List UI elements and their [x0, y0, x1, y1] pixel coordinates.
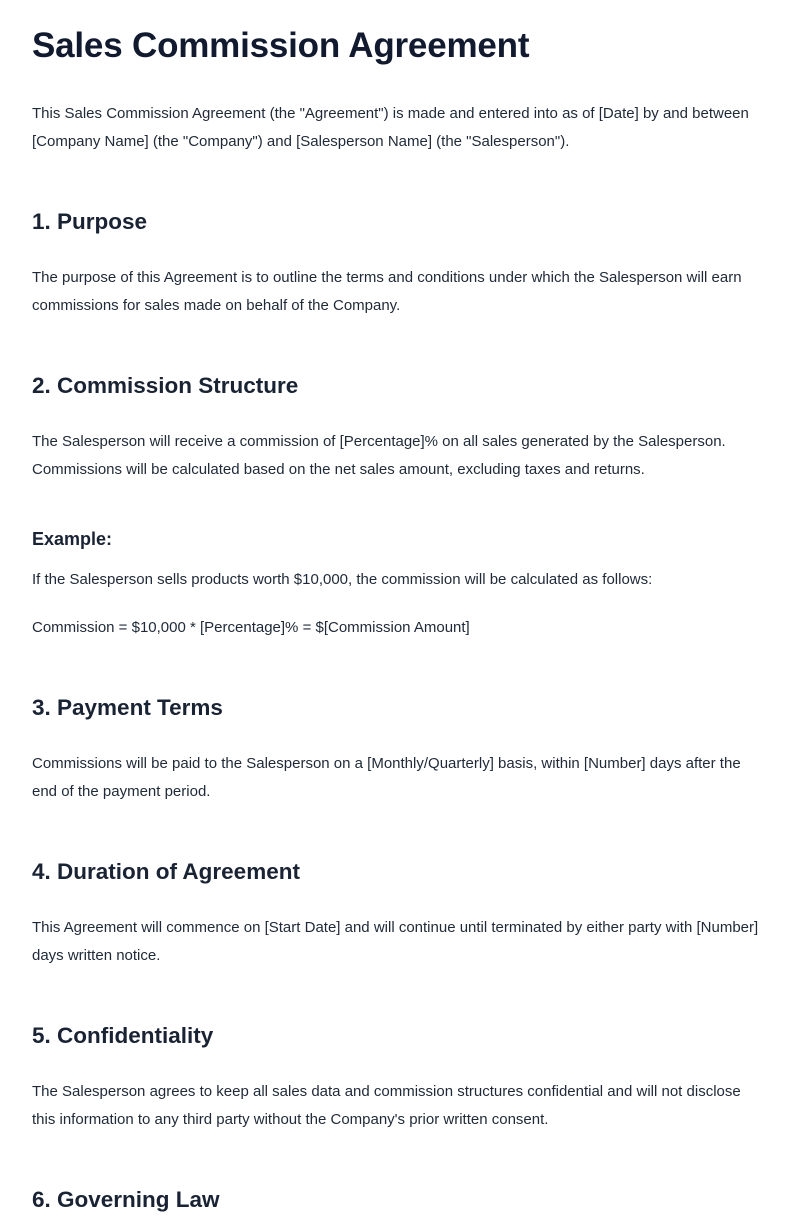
intro-paragraph: This Sales Commission Agreement (the "Agreement") is made and entered into as of [Date] by and between [Company Name] (the "Company") and [Salesperson Name] (the "Salesperson"). [32, 105, 749, 150]
section-heading: 1. Purpose [32, 209, 148, 234]
example-body: If the Salesperson sells products worth $10,000, the commission will be calculated as follows: [32, 571, 653, 588]
section-heading: 2. Commission Structure [32, 373, 299, 398]
section-commission-structure [32, 370, 768, 642]
section-heading: 3. Payment Terms [32, 695, 223, 720]
section-heading: 6. Governing Law [32, 1187, 220, 1212]
section-heading: 4. Duration of Agreement [32, 859, 300, 884]
section-heading: 5. Confidentiality [32, 1023, 214, 1048]
section-confidentiality [32, 1020, 768, 1134]
section-body: This Agreement will commence on [Start Date] and will continue until terminated by either party with [Number] days written notice. [32, 919, 759, 964]
section-governing-law [32, 1184, 768, 1216]
section-payment-terms [32, 692, 768, 806]
section-body: The Salesperson will receive a commission of [Percentage]% on all sales generated by the Salesperson. Commissions will be calculated based on the net sales amount, excluding taxes and returns. [32, 433, 726, 478]
section-body: Commissions will be paid to the Salesperson on a [Monthly/Quarterly] basis, within [Number] days after the end of the payment period. [32, 755, 741, 800]
commission-formula: Commission = $10,000 * [Percentage]% = $[Commission Amount] [32, 619, 470, 636]
example-heading: Example: [32, 529, 113, 549]
section-body: The Salesperson agrees to keep all sales data and commission structures confidential and will not disclose this information to any third party without the Company's prior written consent. [32, 1083, 741, 1128]
section-purpose [32, 206, 768, 320]
section-duration [32, 856, 768, 970]
section-body: The purpose of this Agreement is to outline the terms and conditions under which the Salesperson will earn commissions for sales made on behalf of the Company. [32, 269, 742, 314]
document-title: Sales Commission Agreement [32, 26, 530, 65]
